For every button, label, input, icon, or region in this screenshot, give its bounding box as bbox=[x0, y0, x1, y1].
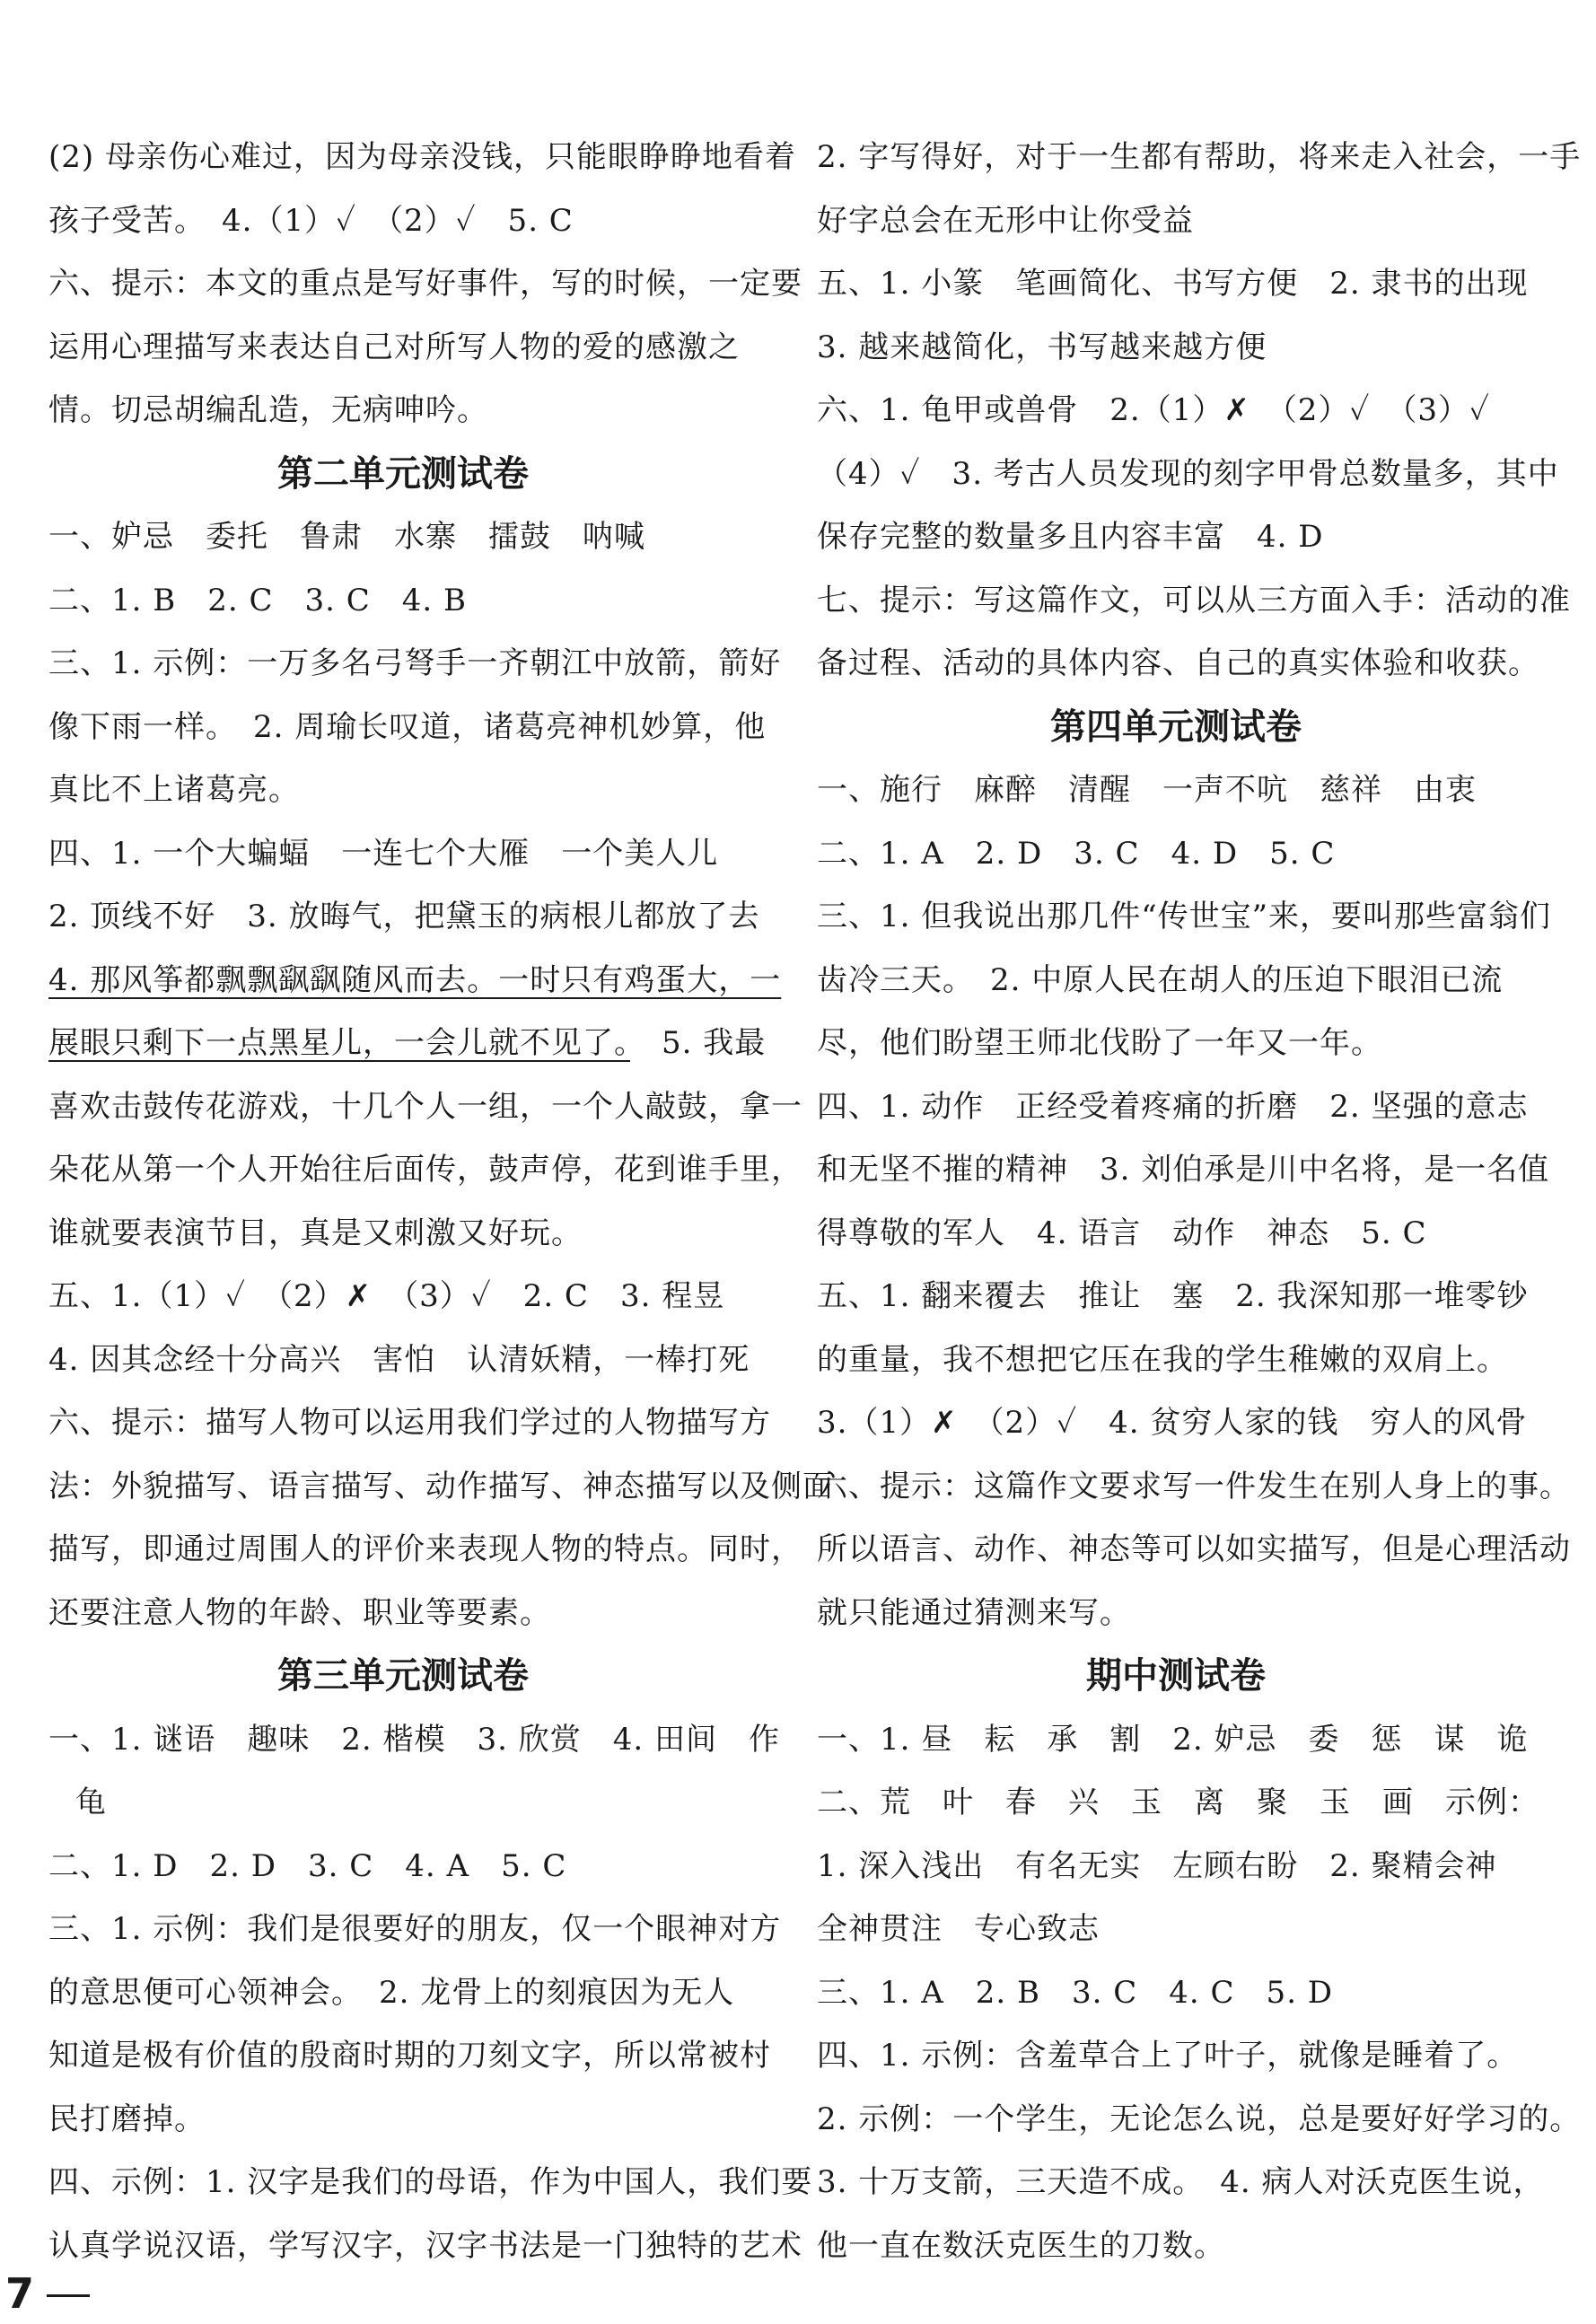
right-text-line: 1. 深入浅出 有名无实 左顾右盼 2. 聚精会神 bbox=[817, 1847, 1497, 1884]
right-text-line: 的重量，我不想把它压在我的学生稚嫩的双肩上。 bbox=[817, 1341, 1508, 1378]
left-text-line: 还要注意人物的年龄、职业等要素。 bbox=[48, 1594, 551, 1631]
right-text-line: 所以语言、动作、神态等可以如实描写，但是心理活动 bbox=[817, 1531, 1571, 1567]
right-text-line: 保存完整的数量多且内容丰富 4. D bbox=[817, 519, 1324, 555]
right-text-line: 齿冷三天。 2. 中原人民在胡人的压迫下眼泪已流 bbox=[817, 961, 1504, 998]
left-text-line: 六、提示：本文的重点是写好事件，写的时候，一定要 bbox=[48, 266, 802, 302]
left-text-line: 朵花从第一个人开始往后面传，鼓声停，花到谁手里， bbox=[48, 1152, 802, 1188]
left-text-line: 二、1. B 2. C 3. C 4. B bbox=[48, 582, 467, 618]
left-text-line bbox=[48, 1012, 767, 1075]
page-number-dash bbox=[47, 2294, 90, 2297]
left-text-line: 四、1. 一个大蝙蝠 一连七个大雁 一个美人儿 bbox=[48, 835, 719, 872]
right-text-line: 二、荒 叶 春 兴 玉 离 聚 玉 画 示例： bbox=[817, 1785, 1539, 1820]
left-text-line: 一、1. 谜语 趣味 2. 楷模 3. 欣赏 4. 田间 作 bbox=[48, 1721, 780, 1758]
right-text-line: 就只能通过猜测来写。 bbox=[817, 1594, 1131, 1631]
left-text-line: 民打磨掉。 bbox=[48, 2100, 206, 2137]
right-text-line: 四、1. 示例：含羞草合上了叶子，就像是睡着了。 bbox=[817, 2038, 1519, 2074]
left-text-line: 情。切忌胡编乱造，无病呻吟。 bbox=[48, 392, 488, 428]
section-heading: 第四单元测试卷 bbox=[1050, 706, 1302, 748]
right-text-line: 五、1. 小篆 笔画简化、书写方便 2. 隶书的出现 bbox=[817, 266, 1529, 302]
right-text-line: 一、1. 昼 耘 承 割 2. 妒忌 委 惩 谋 诡 bbox=[817, 1721, 1529, 1758]
right-text-line: 得尊敬的军人 4. 语言 动作 神态 5. C bbox=[817, 1215, 1427, 1251]
left-text-line: 4. 因其念经十分高兴 害怕 认清妖精，一棒打死 bbox=[48, 1341, 750, 1378]
left-text-line: 法：外貌描写、语言描写、动作描写、神态描写以及侧面 bbox=[48, 1468, 834, 1504]
left-text-line: 知道是极有价值的殷商时期的刀刻文字，所以常被村 bbox=[48, 2038, 771, 2074]
right-text-line: 3. 越来越简化，书写越来越方便 bbox=[817, 329, 1267, 365]
left-text-line: 五、1.（1）✓ （2）✗ （3）✓ 2. C 3. 程昱 bbox=[48, 1278, 725, 1314]
right-text-line: 2. 示例：一个学生，无论怎么说，总是要好好学习的。 bbox=[817, 2100, 1582, 2137]
section-heading: 第三单元测试卷 bbox=[277, 1655, 529, 1697]
left-text-line: 描写，即通过周围人的评价来表现人物的特点。同时， bbox=[48, 1531, 802, 1567]
right-text-line: 尽，他们盼望王师北伐盼了一年又一年。 bbox=[817, 1025, 1382, 1061]
right-text-line: 三、1. A 2. B 3. C 4. C 5. D bbox=[817, 1974, 1334, 2011]
right-text-line: 七、提示：写这篇作文，可以从三方面入手：活动的准 bbox=[817, 582, 1571, 618]
underlined-answer: 4. 那风筝都飘飘飖飖随风而去。一时只有鸡蛋大，一 bbox=[48, 961, 782, 998]
left-text-line: (2) 母亲伤心难过，因为母亲没钱，只能眼睁睁地看着 bbox=[48, 139, 796, 175]
left-text-line: 认真学说汉语，学写汉字，汉字书法是一门独特的艺术 bbox=[48, 2227, 802, 2264]
left-column bbox=[48, 126, 834, 2277]
left-text-line: 三、1. 示例：一万多名弓弩手一齐朝江中放箭，箭好 bbox=[48, 645, 782, 681]
right-text-line: （4）✓ 3. 考古人员发现的刻字甲骨总数量多，其中 bbox=[817, 455, 1559, 492]
underlined-answer: 展眼只剩下一点黑星儿，一会儿就不见了。 bbox=[48, 1025, 630, 1061]
right-text-line: 四、1. 动作 正经受着疼痛的折磨 2. 坚强的意志 bbox=[817, 1088, 1529, 1125]
right-text-line: 全神贯注 专心致志 bbox=[817, 1911, 1100, 1947]
left-text-line: 二、1. D 2. D 3. C 4. A 5. C bbox=[48, 1847, 567, 1884]
left-text-line: 运用心理描写来表达自己对所写人物的爱的感激之 bbox=[48, 329, 740, 365]
left-text-line: 的意思便可心领神会。 2. 龙骨上的刻痕因为无人 bbox=[48, 1974, 735, 2011]
left-text-line: 孩子受苦。 4.（1）✓ （2）✓ 5. C bbox=[48, 202, 574, 239]
left-text-line: 龟 bbox=[75, 1785, 107, 1820]
left-text-line: 六、提示：描写人物可以运用我们学过的人物描写方 bbox=[48, 1405, 771, 1441]
section-heading: 第二单元测试卷 bbox=[277, 452, 529, 495]
right-column bbox=[817, 126, 1582, 2277]
left-text-line: 喜欢击鼓传花游戏，十几个人一组，一个人敲鼓，拿一 bbox=[48, 1088, 802, 1125]
right-text-line: 三、1. 但我说出那几件“传世宝”来，要叫那些富翁们 bbox=[817, 899, 1552, 934]
answer-text: 5. 我最 bbox=[630, 1025, 767, 1061]
left-text-line: 三、1. 示例：我们是很要好的朋友，仅一个眼神对方 bbox=[48, 1911, 782, 1947]
left-text-line bbox=[48, 949, 782, 1013]
right-text-line: 他一直在数沃克医生的刀数。 bbox=[817, 2227, 1225, 2264]
right-text-line: 3. 十万支箭，三天造不成。 4. 病人对沃克医生说， bbox=[817, 2164, 1545, 2200]
left-text-line: 2. 顶线不好 3. 放晦气，把黛玉的病根儿都放了去 bbox=[48, 899, 760, 934]
right-text-line: 一、施行 麻醉 清醒 一声不吭 慈祥 由衷 bbox=[817, 772, 1477, 808]
left-text-line: 像下雨一样。 2. 周瑜长叹道，诸葛亮神机妙算，他 bbox=[48, 708, 767, 745]
left-text-line: 一、妒忌 委托 鲁肃 水寨 擂鼓 呐喊 bbox=[48, 519, 645, 555]
right-text-line: 备过程、活动的具体内容、自己的真实体验和收获。 bbox=[817, 645, 1539, 681]
right-text-line: 2. 字写得好，对于一生都有帮助，将来走入社会，一手 bbox=[817, 139, 1582, 175]
right-text-line: 二、1. A 2. D 3. C 4. D 5. C bbox=[817, 835, 1336, 872]
right-text-line: 五、1. 翻来覆去 推让 塞 2. 我深知那一堆零钞 bbox=[817, 1278, 1529, 1314]
right-text-line: 3.（1）✗ （2）✓ 4. 贫穷人家的钱 穷人的风骨 bbox=[817, 1405, 1528, 1441]
right-text-line: 六、提示：这篇作文要求写一件发生在别人身上的事。 bbox=[817, 1468, 1571, 1504]
section-heading: 期中测试卷 bbox=[1086, 1655, 1266, 1697]
left-text-line: 四、示例：1. 汉字是我们的母语，作为中国人，我们要 bbox=[48, 2164, 813, 2200]
left-text-line: 谁就要表演节目，真是又刺激又好玩。 bbox=[48, 1215, 583, 1251]
right-text-line: 六、1. 龟甲或兽骨 2.（1）✗ （2）✓ （3）✓ bbox=[817, 392, 1490, 428]
page-number: 7 bbox=[5, 2269, 35, 2318]
right-text-line: 好字总会在无形中让你受益 bbox=[817, 202, 1194, 239]
left-text-line: 真比不上诸葛亮。 bbox=[48, 772, 300, 808]
right-text-line: 和无坚不摧的精神 3. 刘伯承是川中名将，是一名值 bbox=[817, 1152, 1550, 1188]
